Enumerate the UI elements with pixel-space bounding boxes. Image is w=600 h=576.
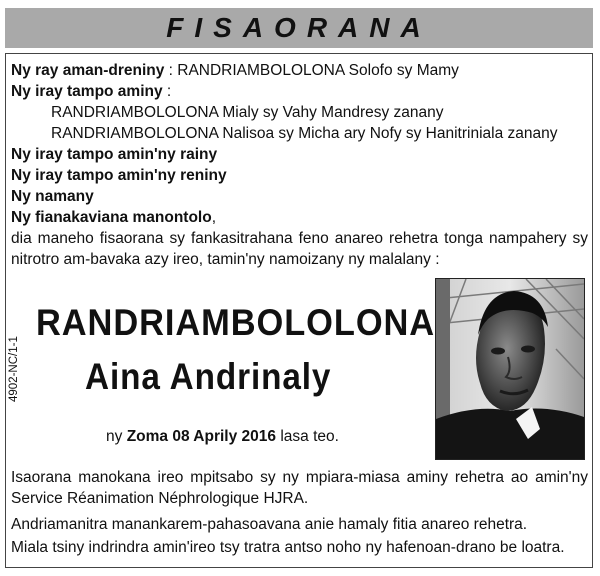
siblings-label: Ny iray tampo aminy xyxy=(11,83,163,100)
date-suffix: lasa teo. xyxy=(276,428,339,445)
portrait-image xyxy=(436,279,584,459)
date-prefix: ny xyxy=(106,428,127,445)
deceased-surname: RANDRIAMBOLOLONA xyxy=(36,302,436,343)
closing-line-4: Miala tsiny indrindra amin'ireo tsy tratra antso noho ny hafenoan-drano be loatra. xyxy=(11,539,565,556)
reference-code: 4902-NC/1-1 xyxy=(8,336,20,402)
whole-family-line xyxy=(11,208,216,228)
sibling-2: RANDRIAMBOLOLONA Nalisoa sy Micha ary Nofy sy Hanitriniala zanany xyxy=(51,125,558,142)
parents-label: Ny ray aman-dreniny xyxy=(11,62,165,79)
whole-family-suffix: , xyxy=(211,209,217,226)
intro-line-2: nitrotro am-bavaka azy ireo, tamin'ny namoizany ny malalany : xyxy=(11,251,440,268)
header-title: FISAORANA xyxy=(166,12,432,43)
whole-family-label: Ny fianakaviana manontolo xyxy=(11,209,212,226)
death-date: Zoma 08 Aprily 2016 xyxy=(126,428,277,445)
closing-line-1: Isaorana manokana ireo mpitsabo sy ny mpiara-miasa aminy rehetra ao amin'ny xyxy=(11,469,588,486)
death-date-line xyxy=(106,428,339,446)
closing-line-2: Service Réanimation Néphrologique HJRA. xyxy=(11,490,309,507)
siblings-line xyxy=(11,82,171,102)
maternal-siblings: Ny iray tampo amin'ny reniny xyxy=(11,167,227,184)
parents-line xyxy=(11,61,459,81)
friends: Ny namany xyxy=(11,188,94,205)
header-banner xyxy=(5,8,593,48)
sibling-1: RANDRIAMBOLOLONA Mialy sy Vahy Mandresy zanany xyxy=(51,104,444,121)
paternal-siblings: Ny iray tampo amin'ny rainy xyxy=(11,146,218,163)
closing-line-3: Andriamanitra manankarem-pahasoavana anie hamaly fitia anareo rehetra. xyxy=(11,516,528,533)
siblings-suffix: : xyxy=(162,83,172,100)
parents-names: : RANDRIAMBOLOLONA Solofo sy Mamy xyxy=(164,62,459,79)
portrait-photo xyxy=(435,278,585,460)
intro-line-1: dia maneho fisaorana sy fankasitrahana feno anareo rehetra tonga nampahery sy xyxy=(11,230,588,247)
deceased-given-names: Aina Andrinaly xyxy=(85,356,332,397)
